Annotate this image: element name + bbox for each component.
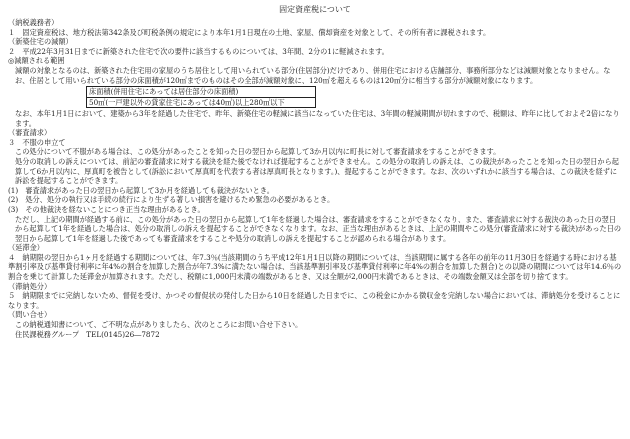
paragraph-reduction-scope: 減額の対象となるのは、新築された住宅用の家屋のうち居住として用いられている部分(住居部分)だけであり、併用住宅における店舗部分、事務所部分などは減額対象となりません。なお、住居として用いられている部分の床面積が120㎡までのものはその全部が減額対象に、120㎡を超えるものは120㎡分に相当する部分が減額対象になります。 [15, 65, 611, 85]
paragraph-lawsuit: 処分の取消しの訴えについては、前記の審査請求に対する裁決を経た後でなければ提起することができません。この処分の取消しの訴えは、この裁決があったことを知った日の翌日から起算して6か月以内に、厚真町を被告として(訴訟において厚真町を代表する者は厚真町長となります。)、提起することができます。なお、次のいずれかに該当する場合は、この裁決を経ずに訴訟を提起することができます。 [15, 156, 619, 186]
list-item-condition-1: (1) 審査請求があった日の翌日から起算して3か月を経過しても裁決がないとき。 [8, 185, 274, 195]
paragraph-inquiry: この納税通知書について、ご不明な点がありましたら、次のところにお問い合せ下さい。 [15, 320, 303, 330]
paragraph-late-fee: ４ 納期限の翌日から1ヶ月を経過する期間については、年7.3％(当該期間のうち平成12年1月1日以降の期間については、当該期間に属する各年の前年の11月30日を経過する時における基準割引率及び基準貸付利率に年4%の割合を加算した割合が年7.3%に満たない場合は、当該基準割引率及び基準貸付利率に年4%の割合を加算した割合)との以降の期間については年14.6％の割合を乗じて計算した延滞金が加算されます。ただし、税額に1,000円未満の端数があるとき、又は全額が2,000円未満であるときは、その端数金額又は全部を切り捨てます。 [8, 252, 622, 282]
subheading-objection: ３ 不服の申立て [8, 137, 66, 147]
page-title: 固定資産税について [279, 5, 351, 14]
section-heading-appeal: （審査請求） [8, 128, 52, 138]
list-item-condition-3: (3) その他裁決を経ないことにつき正当な理由があるとき。 [8, 204, 205, 214]
paragraph-reduction: ２ 平成22年3月31日までに新築された住宅で次の要件に該当するものについては、3年間、2分の1に軽減されます。 [8, 46, 389, 56]
section-heading-inquiry: （問い合せ） [8, 310, 52, 320]
paragraph-objection: この処分について不服がある場合は、この処分があったことを知った日の翌日から起算して3か月以内に町長に対して審査請求をすることができます。 [15, 147, 501, 157]
section-heading-delinquency: （滞納処分） [8, 281, 52, 291]
section-heading-taxpayer: （納税義務者） [8, 18, 59, 27]
contact-info: 住民課税務グループ TEL(0145)26―7872 [15, 329, 160, 339]
paragraph-delinquency: ５ 納期限までに完納しないため、督促を受け、かつその督促状の発付した日から10日を経過した日までに、この税金にかかる徴収金を完納しない場合においては、滞納処分を受けることになります。 [8, 291, 621, 310]
list-item-condition-2: (2) 処分、処分の執行又は手続の続行により生ずる著しい損害を避けるため緊急の必要があるとき。 [8, 195, 335, 205]
section-heading-late-fee: （延滞金） [8, 243, 44, 253]
floor-area-table [86, 86, 316, 108]
paragraph-deadline: ただし、上記の期間が経過する前に、この処分があった日の翌日から起算して1年を経過した場合は、審査請求をすることができなくなり、また、審査請求に対する裁決のあった日の翌日から起算して1年を経過した場合は、処分の取消しの訴えを提起することができなくなります。なお、正当な理由があるときは、上記の期間やこの処分(審査請求に対する裁決)があった日の翌日から起算して1年を経過した後であっても審査請求をすることや処分の取消しの訴えを提起することが認められる場合があります。 [15, 214, 622, 243]
floor-area-table-value: 50㎡(一戸建以外の貸家住宅にあっては40㎡)以上280㎡以下 [87, 97, 315, 107]
section-heading-reduction: （新築住宅の減額） [8, 37, 73, 47]
subheading-reduction-scope: ◎減額される範囲 [8, 56, 65, 66]
floor-area-table-header: 床面積(併用住宅にあっては居住部分の床面積) [89, 87, 239, 97]
paragraph-taxpayer: １ 固定資産税は、地方税法第342条及び町税条例の規定により本年1月1日現在の土地、家屋、償却資産を対象として、その所有者に課税されます。 [8, 27, 491, 37]
paragraph-reduction-expiry: なお、本年1月1日において、建築から3年を経過した住宅で、昨年、新築住宅の軽減に該当になっていた住宅は、3年間の軽減期間が切れますので、税額は、昨年に比しておよそ2倍になります。 [15, 108, 620, 128]
